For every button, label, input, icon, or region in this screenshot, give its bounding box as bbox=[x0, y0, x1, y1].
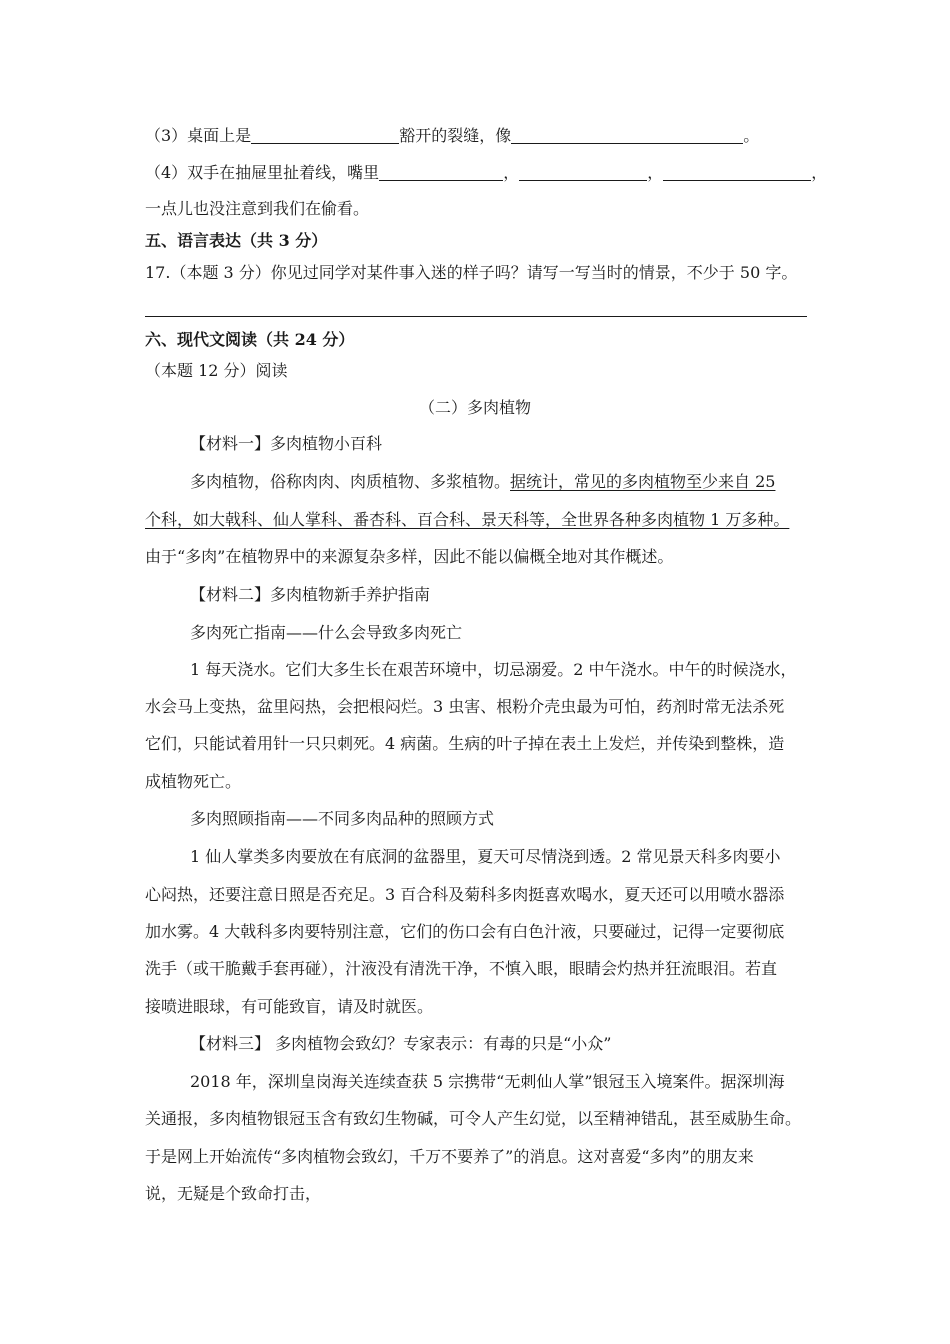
answer-blank[interactable] bbox=[379, 164, 503, 181]
answer-blank[interactable] bbox=[519, 164, 647, 181]
q17-prompt: 17.（本题 3 分）你见过同学对某件事入迷的样子吗？请写一写当时的情景，不少于 50 字。 bbox=[145, 263, 798, 282]
material2-label: 【材料二】多肉植物新手养护指南 bbox=[190, 585, 431, 604]
answer-line[interactable] bbox=[145, 316, 807, 317]
underlined-sentence: 个科，如大戟科、仙人掌科、番杏科、百合科、景天科等，全世界各种多肉植物 1 万多种。 bbox=[145, 510, 790, 529]
material3-line: 于是网上开始流传“多肉植物会致幻，千万不要养了”的消息。这对喜爱“多肉”的朋友来 bbox=[145, 1147, 754, 1166]
material3-line: 关通报，多肉植物银冠玉含有致幻生物碱，可令人产生幻觉，以至精神错乱，甚至威胁生命。 bbox=[145, 1109, 802, 1128]
q16-item4-sep2: ， bbox=[647, 163, 664, 182]
material2-p1-line: 成植物死亡。 bbox=[145, 772, 242, 791]
underlined-sentence: 据统计，常见的多肉植物至少来自 25 bbox=[510, 472, 776, 491]
material2-subheading-care: 多肉照顾指南——不同多肉品种的照顾方式 bbox=[190, 809, 495, 828]
material2-p2-line: 加水雾。4 大戟科多肉要特别注意，它们的伤口会有白色汁液，只要碰过，记得一定要彻底 bbox=[145, 922, 785, 941]
material1-text: 多肉植物，俗称肉肉、肉质植物、多浆植物。 bbox=[190, 472, 511, 491]
answer-blank[interactable] bbox=[663, 164, 811, 181]
material3-label: 【材料三】 多肉植物会致幻？专家表示：有毒的只是“小众” bbox=[190, 1034, 612, 1053]
material2-p1-line: 它们，只能试着用针一只只刺死。4 病菌。生病的叶子掉在表土上发烂，并传染到整株，造 bbox=[145, 734, 785, 753]
material3-line: 2018 年，深圳皇岗海关连续查获 5 宗携带“无刺仙人掌”银冠玉入境案件。据深圳海 bbox=[190, 1072, 785, 1091]
material2-p2-line: 接喷进眼球，有可能致盲，请及时就医。 bbox=[145, 997, 434, 1016]
q16-item3-mid: 豁开的裂缝，像 bbox=[399, 126, 512, 145]
material2-p2-line: 1 仙人掌类多肉要放在有底洞的盆器里，夏天可尽情浇到透。2 常见景天科多肉要小 bbox=[190, 847, 781, 866]
material1-line1 bbox=[190, 471, 775, 493]
material3-line: 说，无疑是个致命打击， bbox=[145, 1184, 322, 1203]
q16-item3-prefix: （3）桌面上是 bbox=[145, 126, 252, 145]
q16-item4-continued: 一点儿也没注意到我们在偷看。 bbox=[145, 199, 370, 218]
material1-line2 bbox=[145, 509, 789, 531]
passage-title: （二）多肉植物 bbox=[418, 398, 531, 417]
material2-p2-line: 洗手（或干脆戴手套再碰），汁液没有清洗干净，不慎入眼，眼睛会灼热并狂流眼泪。若直 bbox=[145, 959, 778, 978]
q16-item3-end: 。 bbox=[743, 126, 760, 145]
material2-p2-line: 心闷热，还要注意日照是否充足。3 百合科及菊科多肉挺喜欢喝水，夏天还可以用喷水器添 bbox=[145, 885, 785, 904]
q16-item4 bbox=[145, 162, 827, 184]
answer-blank[interactable] bbox=[251, 127, 399, 144]
reading-intro: （本题 12 分）阅读 bbox=[145, 361, 288, 380]
q16-item3 bbox=[145, 125, 759, 147]
answer-blank[interactable] bbox=[511, 127, 743, 144]
material2-subheading-death: 多肉死亡指南——什么会导致多肉死亡 bbox=[190, 623, 463, 642]
material1-line3: 由于“多肉”在植物界中的来源复杂多样，因此不能以偏概全地对其作概述。 bbox=[145, 547, 674, 566]
q16-item4-prefix: （4）双手在抽屉里扯着线，嘴里 bbox=[145, 163, 380, 182]
section5-heading: 五、语言表达（共 3 分） bbox=[145, 231, 328, 250]
material2-p1-line: 1 每天浇水。它们大多生长在艰苦环境中，切忌溺爱。2 中午浇水。中午的时候浇水， bbox=[190, 660, 797, 679]
q16-item4-sep3: ， bbox=[811, 163, 828, 182]
section6-heading: 六、现代文阅读（共 24 分） bbox=[145, 330, 355, 349]
material1-label: 【材料一】多肉植物小百科 bbox=[190, 434, 383, 453]
material2-p1-line: 水会马上变热，盆里闷热，会把根闷烂。3 虫害、根粉介壳虫最为可怕，药剂时常无法杀死 bbox=[145, 697, 785, 716]
q16-item4-sep1: ， bbox=[503, 163, 520, 182]
